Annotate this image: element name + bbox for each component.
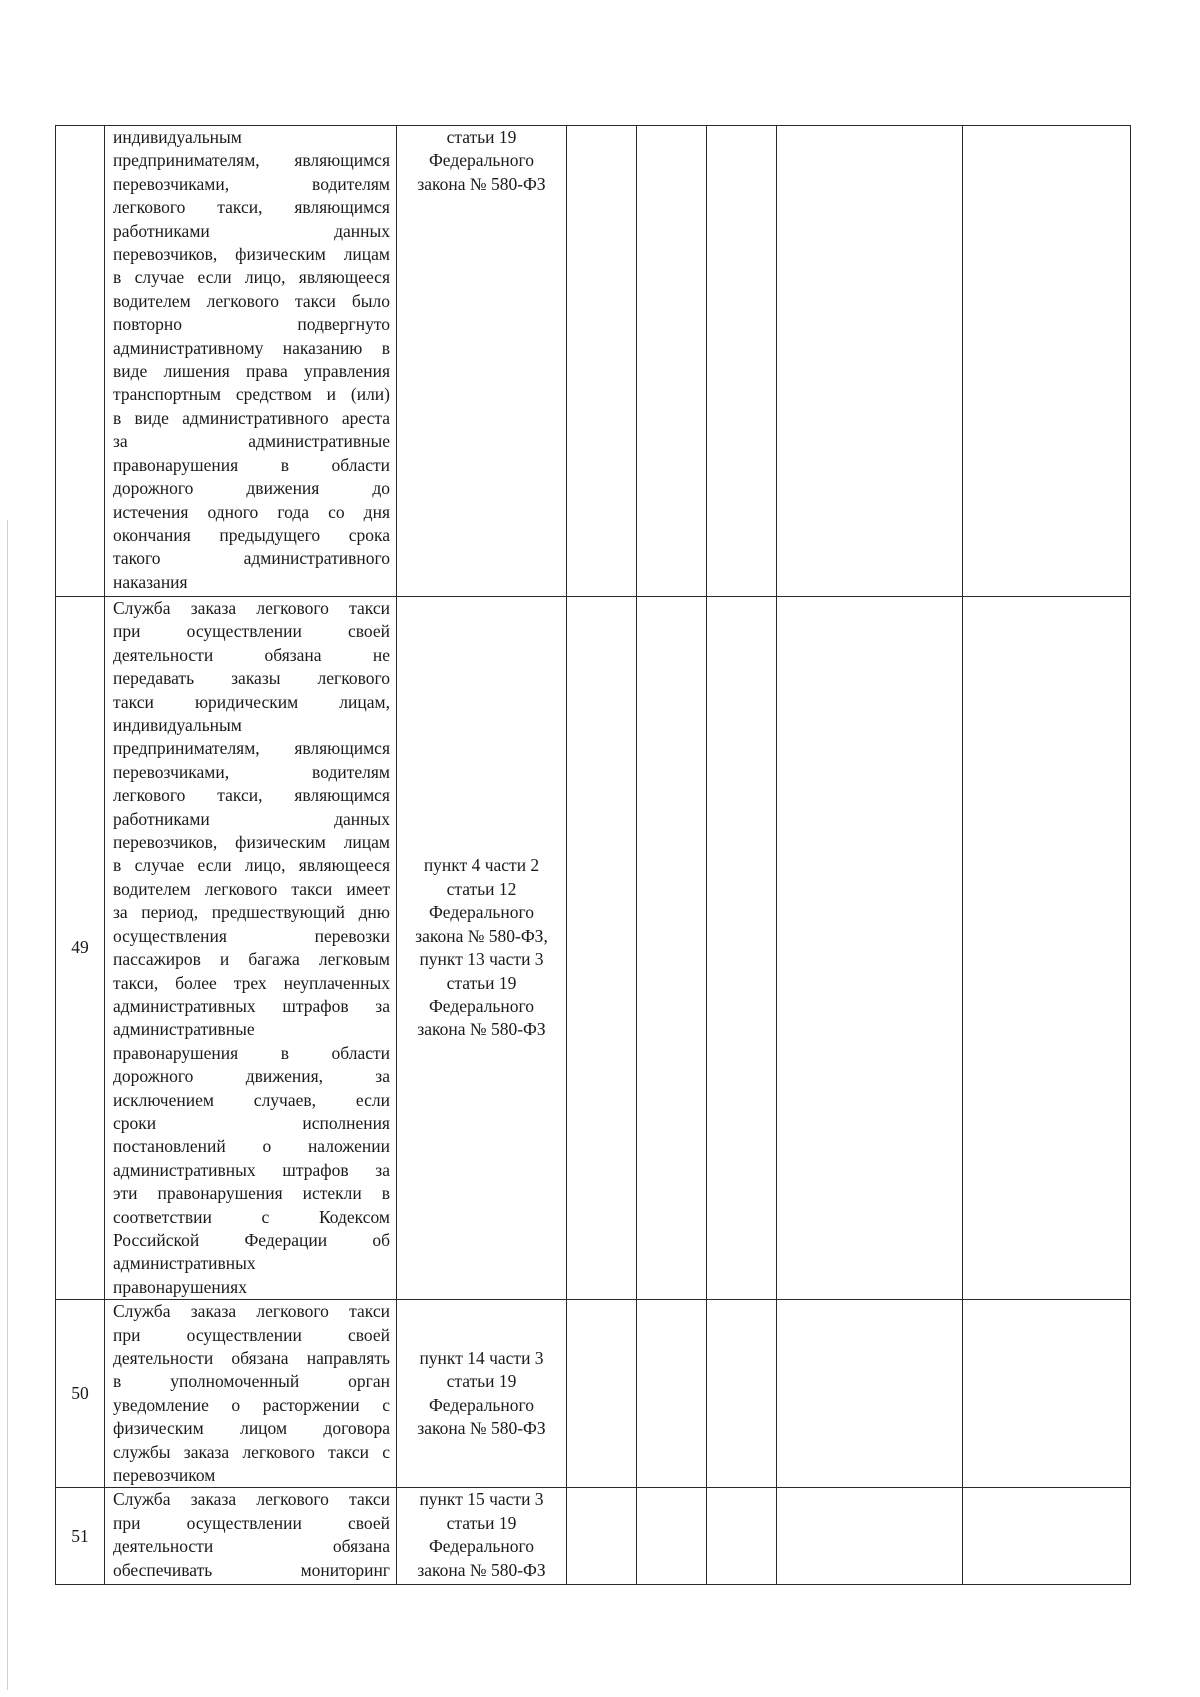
empty-cell bbox=[963, 1488, 1131, 1585]
text-line: обеспечивать мониторинг bbox=[113, 1559, 390, 1580]
text-line: физическим лицом договора bbox=[113, 1418, 390, 1439]
empty-cell bbox=[567, 1300, 637, 1488]
text-line: перевозчиками, водителям bbox=[113, 761, 390, 782]
empty-cell bbox=[777, 126, 963, 597]
row-number-cell: 50 bbox=[56, 1300, 105, 1488]
reference-line: пункт 13 части 3 bbox=[419, 949, 544, 970]
text-line: водителем легкового такси имеет bbox=[113, 878, 390, 899]
table-row bbox=[56, 126, 1131, 597]
legal-reference-cell bbox=[397, 1488, 567, 1585]
empty-cell bbox=[707, 1300, 777, 1488]
text-line: уведомление о расторжении с bbox=[113, 1394, 390, 1415]
text-line: административных штрафов за bbox=[113, 1159, 390, 1180]
text-line: за административные bbox=[113, 431, 390, 452]
text-line: повторно подвергнуто bbox=[113, 314, 390, 335]
text-line: правонарушениях bbox=[113, 1276, 247, 1297]
text-line: легкового такси, являющимся bbox=[113, 197, 390, 218]
reference-line: закона № 580-ФЗ bbox=[417, 1418, 546, 1439]
text-line: осуществления перевозки bbox=[113, 925, 390, 946]
text-line: эти правонарушения истекли в bbox=[113, 1183, 390, 1204]
text-line: правонарушения в области bbox=[113, 454, 390, 475]
text-line: в уполномоченный орган bbox=[113, 1371, 390, 1392]
empty-cell bbox=[707, 126, 777, 597]
text-line: при осуществлении своей bbox=[113, 621, 390, 642]
empty-cell bbox=[777, 1488, 963, 1585]
reference-line: статьи 19 bbox=[446, 127, 517, 147]
text-line: окончания предыдущего срока bbox=[113, 524, 390, 545]
text-line: в случае если лицо, являющееся bbox=[113, 267, 390, 288]
text-line: индивидуальным bbox=[113, 127, 242, 147]
empty-cell bbox=[637, 126, 707, 597]
text-line: административных штрафов за bbox=[113, 995, 390, 1016]
empty-cell bbox=[707, 597, 777, 1300]
requirement-text-cell bbox=[105, 1300, 397, 1488]
text-line: виде лишения права управления bbox=[113, 361, 390, 382]
text-line: административному наказанию в bbox=[113, 337, 390, 358]
requirement-text-cell bbox=[105, 1488, 397, 1585]
text-line: перевозчиком bbox=[113, 1465, 216, 1486]
reference-line: статьи 19 bbox=[446, 972, 517, 993]
text-line: такси юридическим лицам, bbox=[113, 691, 390, 712]
empty-cell bbox=[777, 1300, 963, 1488]
requirement-text-cell bbox=[105, 597, 397, 1300]
empty-cell bbox=[567, 597, 637, 1300]
text-line: деятельности обязана bbox=[113, 1536, 390, 1557]
text-line: постановлений о наложении bbox=[113, 1136, 390, 1157]
legal-reference-cell bbox=[397, 597, 567, 1300]
text-line: дорожного движения до bbox=[113, 478, 390, 499]
empty-cell bbox=[637, 1488, 707, 1585]
table-row bbox=[56, 1488, 1131, 1585]
legal-reference-cell bbox=[397, 1300, 567, 1488]
reference-line: Федерального bbox=[428, 902, 535, 923]
empty-cell bbox=[637, 597, 707, 1300]
reference-line: пункт 14 части 3 bbox=[419, 1348, 544, 1368]
text-line: такого административного bbox=[113, 548, 390, 569]
reference-line: Федерального bbox=[428, 150, 535, 171]
text-line: наказания bbox=[113, 571, 188, 592]
reference-line: статьи 19 bbox=[446, 1371, 517, 1392]
empty-cell bbox=[707, 1488, 777, 1585]
text-line: за период, предшествующий дню bbox=[113, 902, 390, 923]
text-line: деятельности обязана не bbox=[113, 644, 390, 665]
text-line: работниками данных bbox=[113, 220, 390, 241]
reference-line: закона № 580-ФЗ, bbox=[415, 925, 548, 946]
text-line: Российской Федерации об bbox=[113, 1229, 390, 1250]
text-line: при осуществлении своей bbox=[113, 1512, 390, 1533]
text-line: перевозчиками, водителям bbox=[113, 173, 390, 194]
text-line: истечения одного года со дня bbox=[113, 501, 390, 522]
reference-line: пункт 4 части 2 bbox=[423, 855, 540, 876]
empty-cell bbox=[963, 1300, 1131, 1488]
requirement-text-cell bbox=[105, 126, 397, 597]
text-line: соответствии с Кодексом bbox=[113, 1206, 390, 1227]
empty-cell bbox=[567, 1488, 637, 1585]
empty-cell bbox=[777, 597, 963, 1300]
table-row bbox=[56, 1300, 1131, 1488]
text-line: транспортным средством и (или) bbox=[113, 384, 390, 405]
reference-line: Федерального bbox=[428, 1394, 535, 1415]
reference-line: закона № 580-ФЗ bbox=[417, 1559, 546, 1580]
reference-line: статьи 12 bbox=[446, 878, 517, 899]
text-line: индивидуальным bbox=[113, 715, 242, 736]
empty-cell bbox=[567, 126, 637, 597]
reference-line: Федерального bbox=[428, 1536, 535, 1557]
text-line: в случае если лицо, являющееся bbox=[113, 855, 390, 876]
text-line: пассажиров и багажа легковым bbox=[113, 949, 390, 970]
text-line: работниками данных bbox=[113, 808, 390, 829]
text-line: Служба заказа легкового такси bbox=[113, 598, 390, 618]
reference-line: закона № 580-ФЗ bbox=[417, 173, 546, 194]
text-line: сроки исполнения bbox=[113, 1112, 390, 1133]
requirements-table bbox=[55, 125, 1131, 1585]
text-line: административных bbox=[113, 1253, 256, 1274]
row-number-cell: 51 bbox=[56, 1488, 105, 1585]
table-row bbox=[56, 597, 1131, 1300]
text-line: водителем легкового такси было bbox=[113, 290, 390, 311]
text-line: правонарушения в области bbox=[113, 1042, 390, 1063]
row-number-cell bbox=[56, 126, 105, 597]
row-number-cell: 49 bbox=[56, 597, 105, 1300]
text-line: предпринимателям, являющимся bbox=[113, 150, 390, 171]
reference-line: закона № 580-ФЗ bbox=[417, 1019, 546, 1040]
text-line: перевозчиков, физическим лицам bbox=[113, 244, 390, 265]
text-line: перевозчиков, физическим лицам bbox=[113, 832, 390, 853]
scan-margin-line bbox=[7, 520, 8, 1690]
text-line: исключением случаев, если bbox=[113, 1089, 390, 1110]
empty-cell bbox=[963, 597, 1131, 1300]
text-line: Служба заказа легкового такси bbox=[113, 1489, 390, 1510]
text-line: в виде административного ареста bbox=[113, 407, 390, 428]
reference-line: статьи 19 bbox=[446, 1512, 517, 1533]
reference-line: Федерального bbox=[428, 995, 535, 1016]
empty-cell bbox=[963, 126, 1131, 597]
text-line: административные bbox=[113, 1019, 255, 1040]
legal-reference-cell bbox=[397, 126, 567, 597]
text-line: Служба заказа легкового такси bbox=[113, 1301, 390, 1322]
reference-line: пункт 15 части 3 bbox=[419, 1489, 544, 1510]
text-line: легкового такси, являющимся bbox=[113, 785, 390, 806]
text-line: предпринимателям, являющимся bbox=[113, 738, 390, 759]
text-line: деятельности обязана направлять bbox=[113, 1348, 390, 1368]
text-line: при осуществлении своей bbox=[113, 1324, 390, 1345]
empty-cell bbox=[637, 1300, 707, 1488]
text-line: такси, более трех неуплаченных bbox=[113, 972, 390, 993]
text-line: передавать заказы легкового bbox=[113, 668, 390, 689]
text-line: дорожного движения, за bbox=[113, 1066, 390, 1087]
text-line: службы заказа легкового такси с bbox=[113, 1441, 390, 1462]
